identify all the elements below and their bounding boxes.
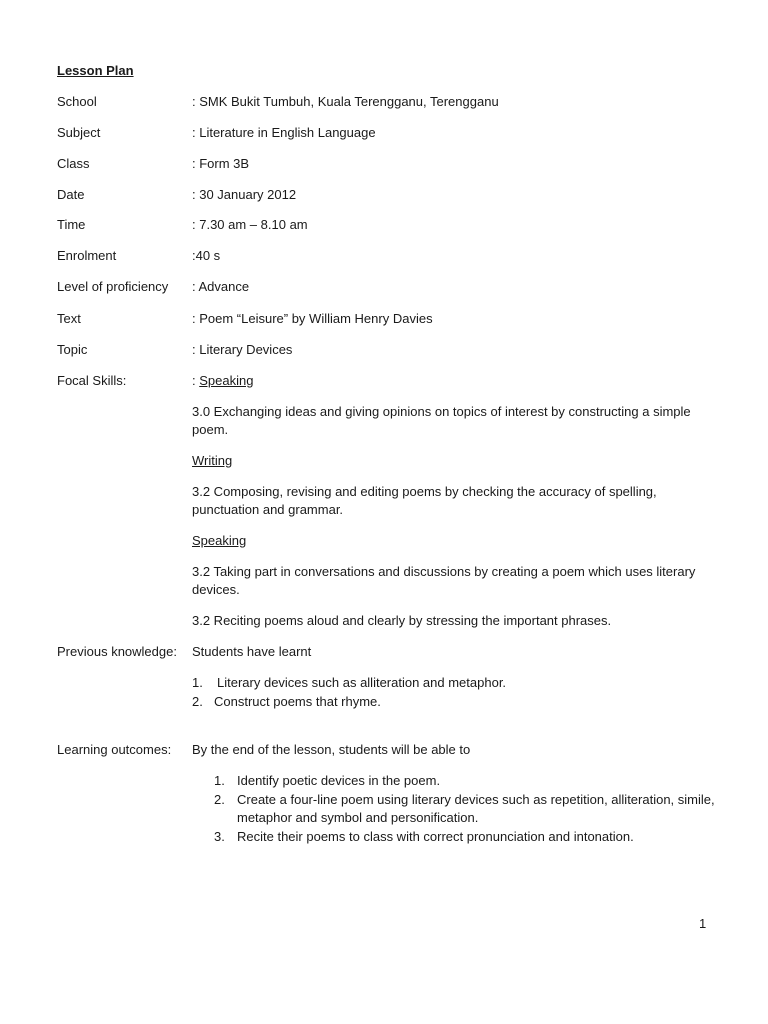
learning-outcomes-label: Learning outcomes:	[57, 742, 172, 757]
field-label-topic: Topic	[57, 342, 88, 357]
focal-skills-heading-writing: Writing	[192, 453, 233, 468]
focal-skills-heading-speaking	[192, 372, 253, 390]
page-number: 1	[699, 916, 707, 931]
page-title: Lesson Plan	[57, 63, 134, 78]
focal-skills-heading-speaking-2: Speaking	[192, 533, 247, 548]
list-item-number: 2.	[214, 792, 225, 807]
focal-skill-item-2: 3.2 Composing, revising and editing poems by checking the accuracy of spelling, punctuation and grammar.	[192, 484, 657, 517]
field-label-text: Text	[57, 311, 81, 326]
focal-skill-item-4: 3.2 Reciting poems aloud and clearly by stressing the important phrases.	[192, 613, 612, 628]
field-label-time: Time	[57, 217, 86, 232]
field-label-date: Date	[57, 187, 85, 202]
list-item: Identify poetic devices in the poem.	[237, 773, 441, 788]
field-value-time: : 7.30 am – 8.10 am	[192, 217, 308, 232]
field-value-enrolment: :40 s	[192, 248, 221, 263]
field-value-text: : Poem “Leisure” by William Henry Davies	[192, 311, 433, 326]
field-value-topic: : Literary Devices	[192, 342, 293, 357]
list-item: Create a four-line poem using literary devices such as repetition, alliteration, simile, metaphor and symbol and personification.	[237, 792, 715, 825]
field-value-date: : 30 January 2012	[192, 187, 297, 202]
list-item: Recite their poems to class with correct pronunciation and intonation.	[237, 829, 634, 844]
previous-knowledge-label: Previous knowledge:	[57, 644, 177, 659]
focal-skill-item-1: 3.0 Exchanging ideas and giving opinions on topics of interest by constructing a simple poem.	[192, 404, 691, 437]
field-value-proficiency: : Advance	[192, 279, 250, 294]
list-item: Construct poems that rhyme.	[214, 694, 381, 709]
focal-skill-item-3: 3.2 Taking part in conversations and discussions by creating a poem which uses literary devices.	[192, 564, 696, 597]
list-item-number: 3.	[214, 829, 225, 844]
field-value-class: : Form 3B	[192, 156, 250, 171]
field-label-proficiency: Level of proficiency	[57, 279, 169, 294]
focal-skills-heading-1: Speaking	[199, 373, 254, 388]
focal-skills-label: Focal Skills:	[57, 373, 127, 388]
previous-knowledge-intro: Students have learnt	[192, 644, 312, 659]
list-item: Literary devices such as alliteration and metaphor.	[217, 675, 507, 690]
field-label-enrolment: Enrolment	[57, 248, 117, 263]
list-item-number: 1.	[214, 773, 225, 788]
list-item-number: 2.	[192, 694, 203, 709]
field-value-school: : SMK Bukit Tumbuh, Kuala Terengganu, Terengganu	[192, 94, 499, 109]
field-label-class: Class	[57, 156, 90, 171]
list-item-number: 1.	[192, 675, 203, 690]
learning-outcomes-intro: By the end of the lesson, students will be able to	[192, 742, 471, 757]
field-label-school: School	[57, 94, 97, 109]
focal-skills-prefix: :	[192, 373, 200, 388]
field-label-subject: Subject	[57, 125, 101, 140]
field-value-subject: : Literature in English Language	[192, 125, 376, 140]
